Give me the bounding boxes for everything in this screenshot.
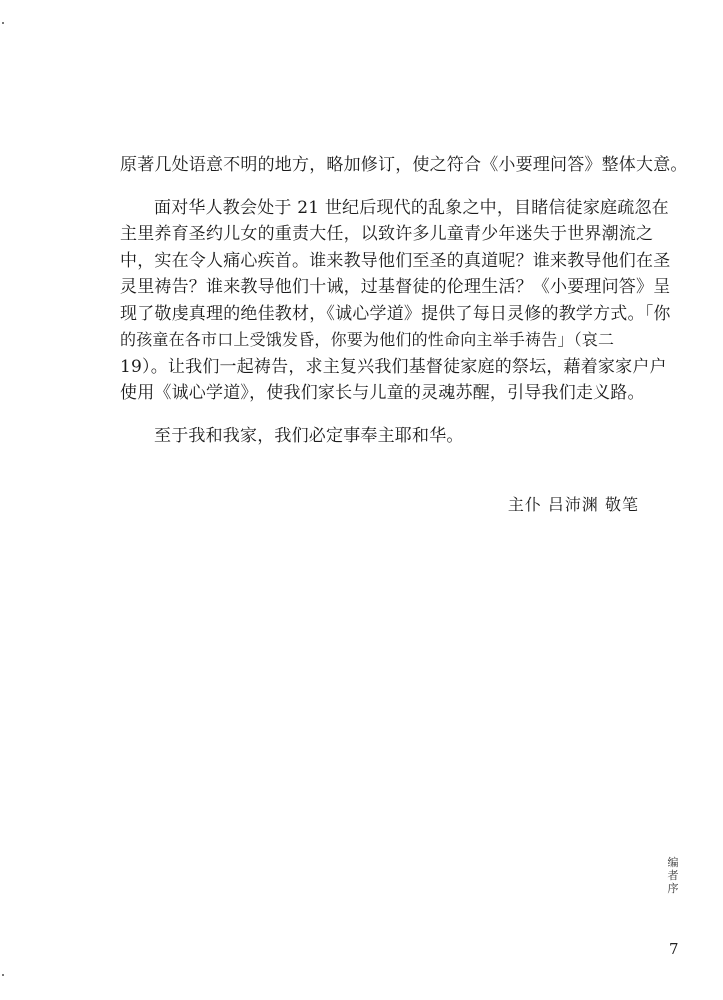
side-label-char-1: 编: [667, 856, 679, 869]
paragraph-2-line-8: 使用《诚心学道》，使我们家长与儿童的灵魂苏醒，引导我们走义路。: [120, 383, 645, 403]
signature: 主仆 吕沛渊 敬笔: [507, 495, 639, 514]
paragraph-2-line-3: 中，实在令人痛心疾首。谁来教导他们至圣的真道呢？谁来教导他们在圣: [120, 250, 671, 271]
paragraph-2-line-5: 现了敬虔真理的绝佳教材，《诚心学道》提供了每日灵修的教学方式。「你: [120, 303, 671, 324]
paragraph-2-line-7: 19）。让我们一起祷告，求主复兴我们基督徒家庭的祭坛，藉着家家户户: [120, 356, 667, 377]
body-text: [120, 152, 688, 449]
paragraph-2-line-1: 面对华人教会处于 21 世纪后现代的乱象之中，目睹信徒家庭疏忽在: [154, 197, 669, 218]
paragraph-3-line-1: 至于我和我家，我们必定事奉主耶和华。: [154, 425, 464, 446]
side-label-char-2: 者: [667, 869, 679, 882]
paragraph-2-line-2: 主里养育圣约儿女的重责大任，以致许多儿童青少年迷失于世界潮流之: [120, 224, 654, 244]
chapter-side-label: [665, 856, 681, 895]
page-number: 7: [669, 940, 679, 958]
paragraph-2-line-4: 灵里祷告？谁来教导他们十诫，过基督徒的伦理生活？《小要理问答》呈: [120, 277, 671, 297]
crop-mark-bottom-left: [2, 974, 4, 976]
side-label-char-3: 序: [667, 882, 679, 895]
paragraph-1-line-1: 原著几处语意不明的地方，略加修订，使之符合《小要理问答》整体大意。: [120, 155, 688, 175]
crop-mark-top-left: [2, 22, 4, 24]
paragraph-2-line-6: 的孩童在各市口上受饿发昏，你要为他们的性命向主举手祷告」（哀二: [120, 330, 615, 349]
